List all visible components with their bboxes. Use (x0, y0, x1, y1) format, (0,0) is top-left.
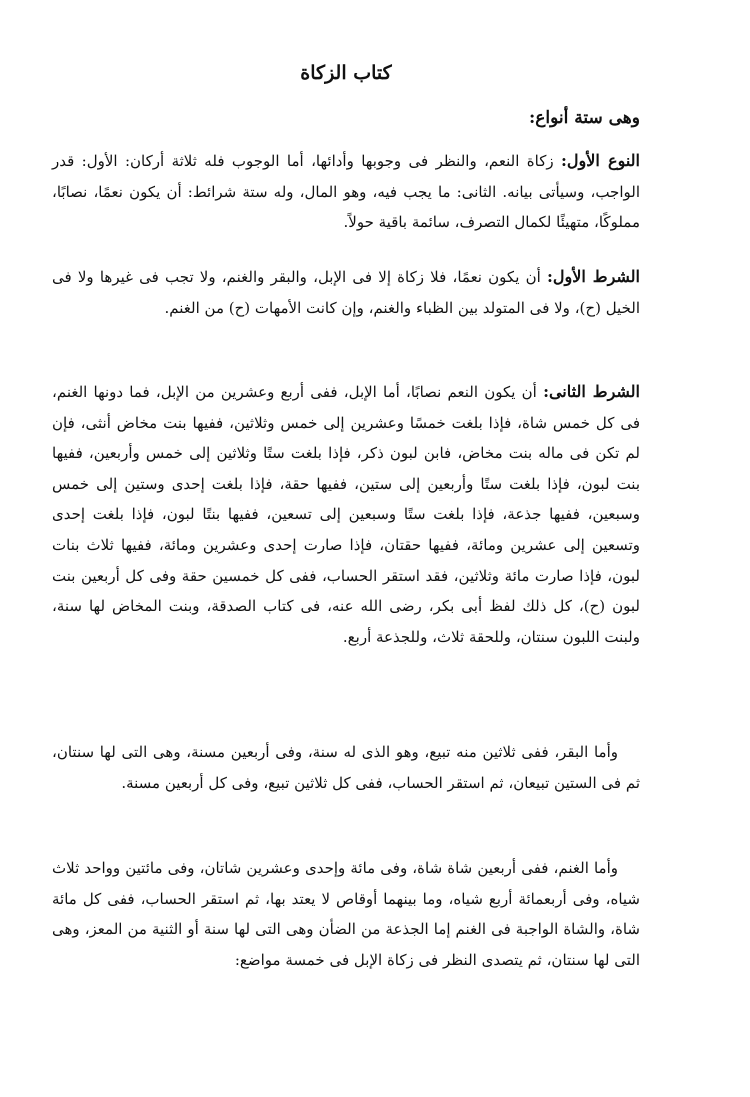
paragraph-second-condition (52, 377, 640, 652)
section-subheading: وهى ستة أنواع: (528, 108, 640, 128)
paragraph-text: أن يكون نعمًا، فلا زكاة إلا فى الإبل، والبقر والغنم، ولا تجب فى غيرها ولا فى الخيل (ح)، ولا فى المتولد بين الظباء والغنم، وإن كانت الأمهات (ح) من الغنم. (52, 268, 640, 317)
paragraph-first-condition (52, 262, 640, 323)
paragraph-first-type (52, 146, 640, 238)
paragraph-text: أن يكون النعم نصابًا، أما الإبل، ففى أربع وعشرين من الإبل، فما دونها الغنم، فى كل خمس شاة، فإذا بلغت خمسًا وعشرين إلى خمس وثلاثين، ففيها بنت مخاض أنثى، فإن لم تكن فى ماله بنت مخاض، فابن لبون ذكر، فإذا بلغت ستًا وثلاثين إلى خمس وأربعين، ففيها بنت لبون، فإذا بلغت ستًا وأربعين إلى ستين، ففيها حقة، فإذا بلغت إحدى وستين إلى خمس وسبعين، ففيها جذعة، فإذا بلغت ستًا وسبعين إلى تسعين، ففيها بنتًا لبون، فإذا بلغت إحدى وتسعين إلى عشرين ومائة، ففيها حقتان، فإذا صارت إحدى وعشرين ومائة، ففيها ثلاث بنات لبون، فإذا صارت مائة وثلاثين، فقد استقر الحساب، ففى كل خمسين حقة وفى كل أربعين بنت لبون (ح)، كل ذلك لفظ أبى بكر، رضى الله عنه، فى كتاب الصدقة، وبنت المخاض لها سنة، ولبنت اللبون سنتان، وللحقة ثلاث، وللجذعة أربع. (52, 383, 640, 646)
paragraph-text: وأما الغنم، ففى أربعين شاة شاة، وفى مائة وإحدى وعشرين شاتان، وفى مائتين وواحد ثلاث شياه، وفى أربعمائة أربع شياه، وما بينهما أوقاص لا يعتد بها، ثم استقر الحساب، ففى كل مائة شاة، والشاة الواجبة فى الغنم إما الجذعة من الضأن وهى التى لها سنة أو الثنية من المعز، وهى التى لها سنتان، ثم يتصدى النظر فى زكاة الإبل فى خمسة مواضع: (52, 859, 640, 969)
paragraph-lead: النوع الأول: (561, 151, 640, 170)
paragraph-lead: الشرط الأول: (546, 267, 640, 286)
paragraph-cattle (52, 737, 640, 798)
paragraph-lead: الشرط الثانى: (543, 382, 641, 401)
document-page (52, 0, 640, 1097)
page-title: كتاب الزكاة (300, 62, 392, 84)
paragraph-text: وأما البقر، ففى ثلاثين منه تبيع، وهو الذى له سنة، وفى أربعين مسنة، وهى التى لها سنتان، ثم فى الستين تبيعان، ثم استقر الحساب، ففى كل ثلاثين تبيع، وفى كل أربعين مسنة. (52, 743, 640, 792)
paragraph-sheep (52, 853, 640, 975)
paragraph-text: زكاة النعم، والنظر فى وجوبها وأدائها، أما الوجوب فله ثلاثة أركان: الأول: قدر الواجب، وسيأتى بيانه. الثانى: ما يجب فيه، وهو المال، وله ستة شرائط: أن يكون نعمًا، نصابًا، مملوكًا، متهيئًا لكمال التصرف، سائمة باقية حولاً. (52, 152, 640, 232)
